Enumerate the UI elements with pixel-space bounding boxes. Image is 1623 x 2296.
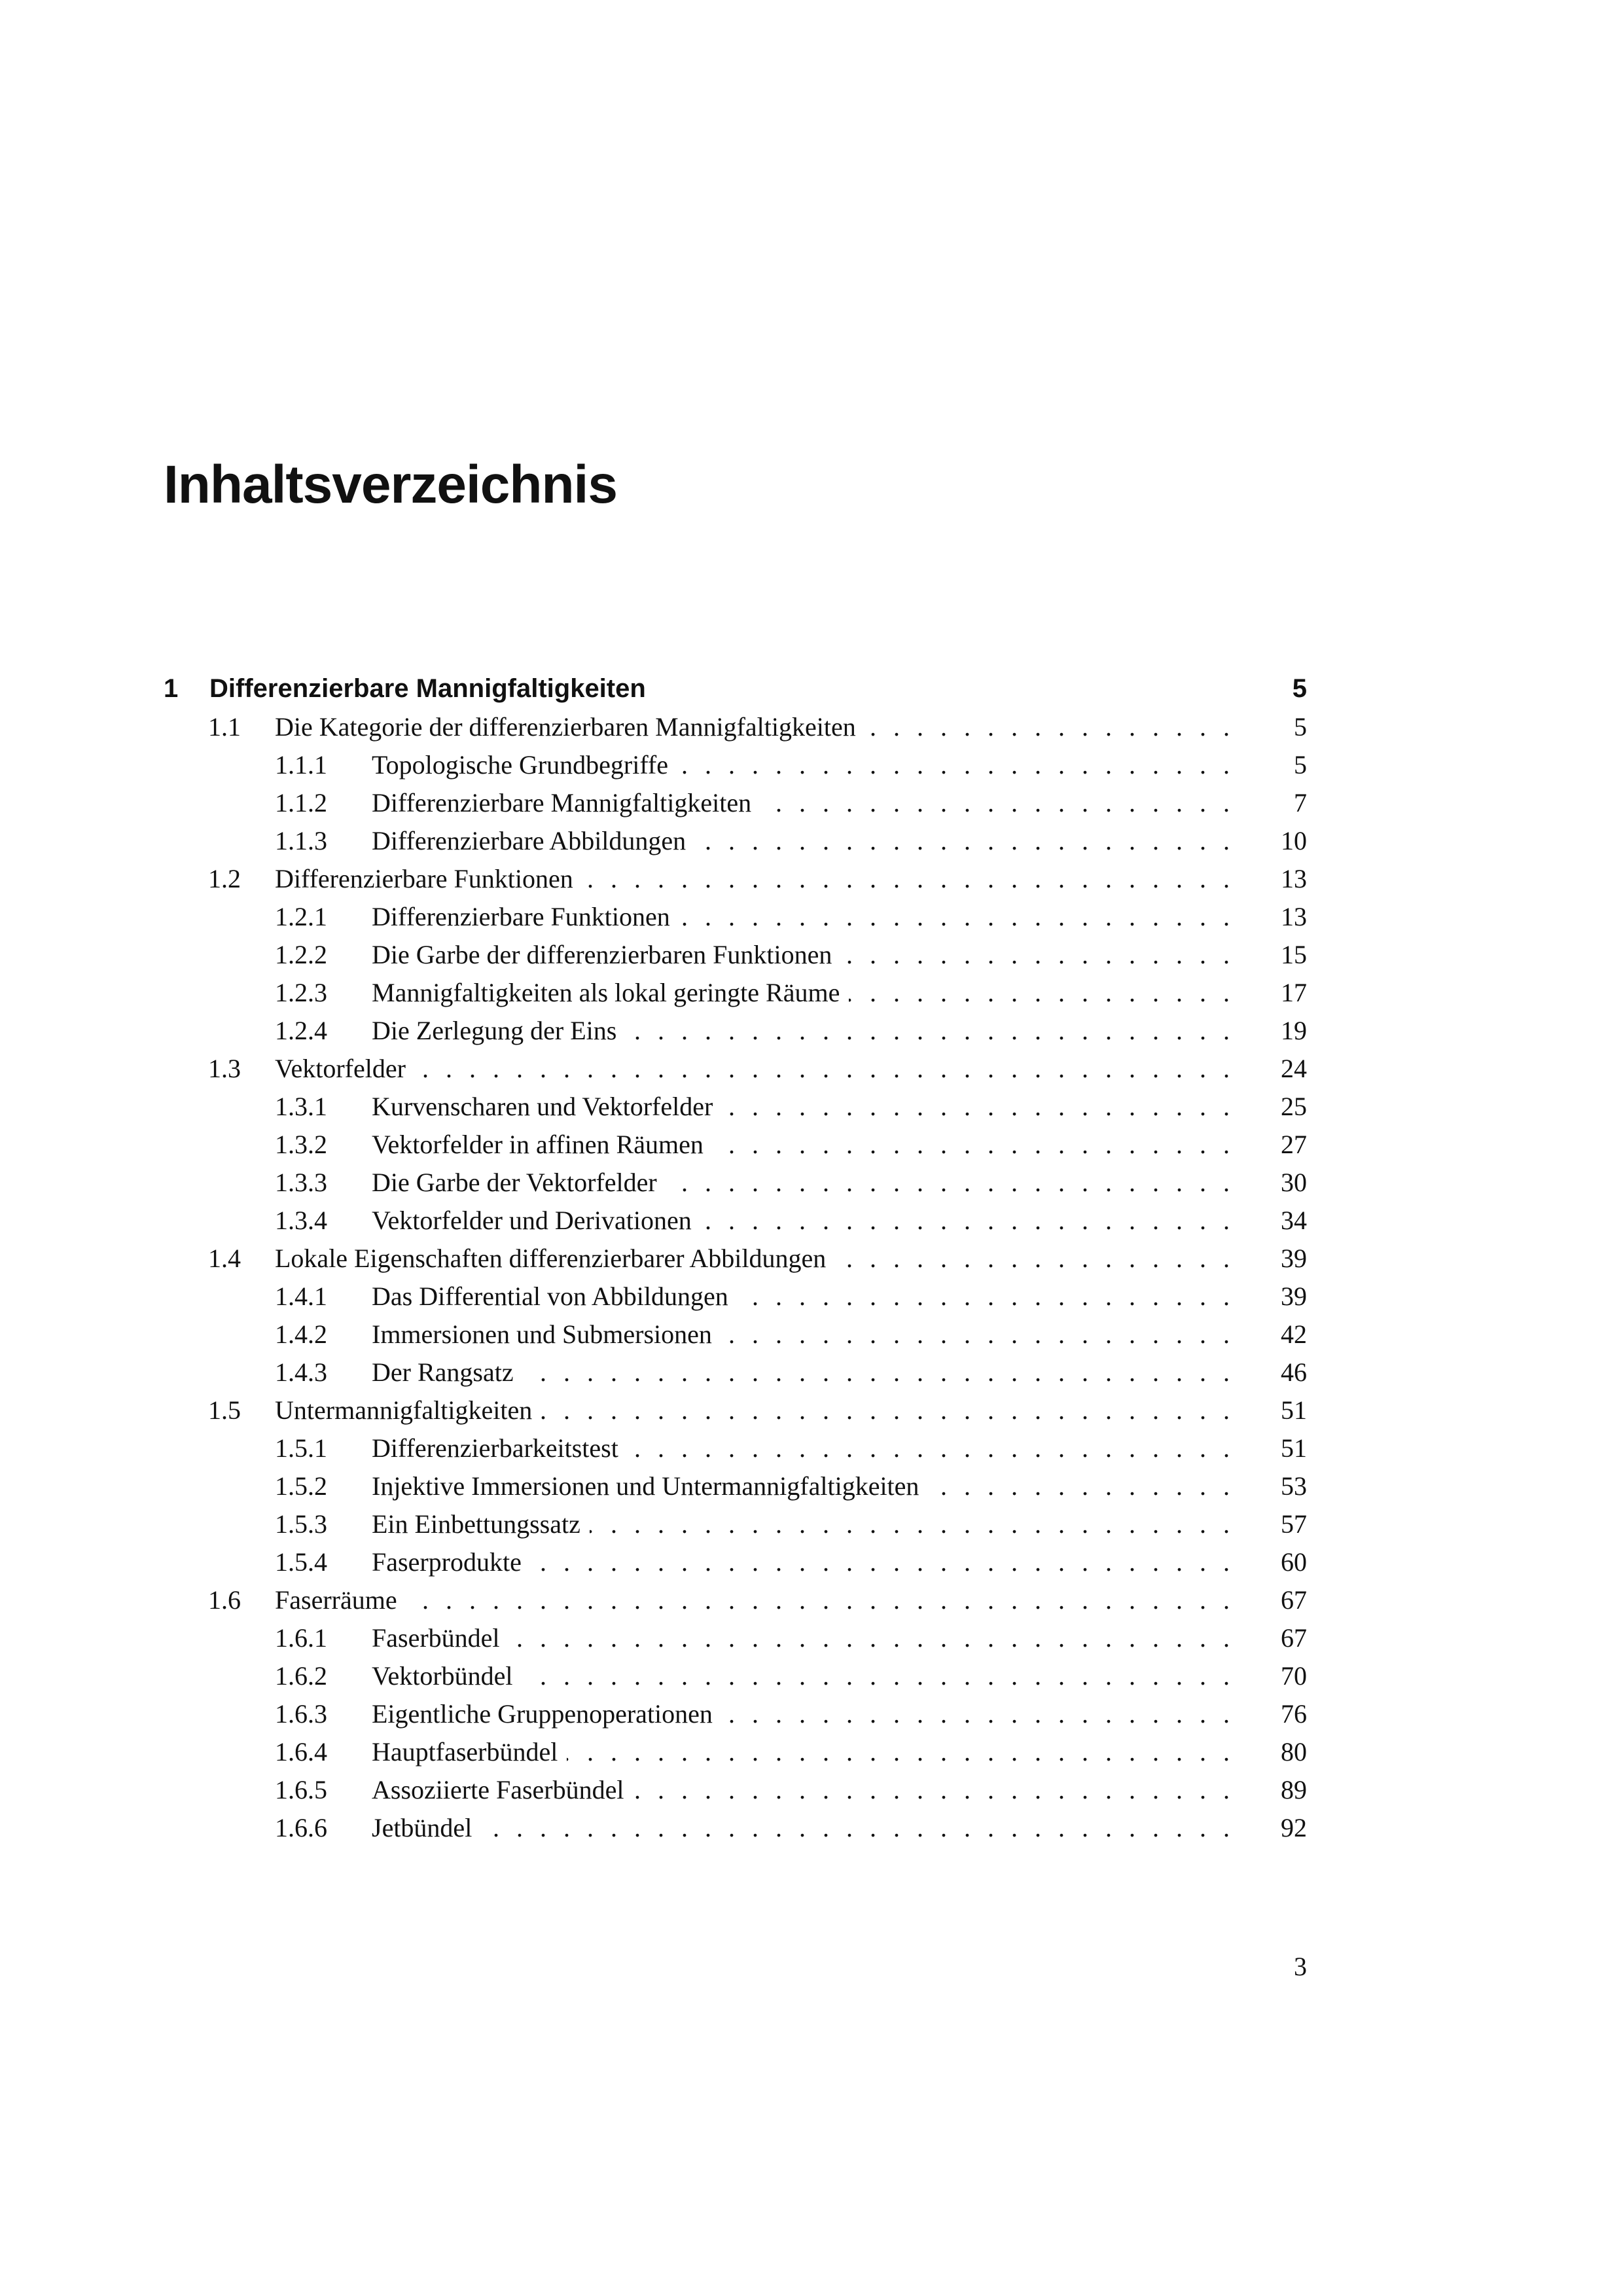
toc-section-entry[interactable] <box>164 1240 1307 1278</box>
entry-number: 1.5 <box>208 1395 241 1425</box>
entry-page-number: 51 <box>1281 1433 1307 1463</box>
chapter-number: 1 <box>164 674 179 703</box>
entry-page-number: 42 <box>1281 1319 1307 1349</box>
entry-title: Hauptfaserbündel <box>372 1737 567 1767</box>
entry-number: 1.3.2 <box>275 1130 327 1159</box>
toc-subsection-entry[interactable] <box>164 1012 1307 1050</box>
toc-subsection-entry[interactable] <box>164 898 1307 936</box>
entry-page-number: 17 <box>1281 978 1307 1007</box>
entry-title: Faserbündel <box>372 1623 509 1653</box>
toc-subsection-entry[interactable] <box>164 822 1307 860</box>
entry-title: Jetbündel <box>372 1813 481 1842</box>
entry-title: Die Garbe der differenzierbaren Funktionen <box>372 940 841 969</box>
entry-number: 1.2.4 <box>275 1016 327 1045</box>
toc-subsection-entry[interactable] <box>164 1619 1307 1657</box>
entry-title: Untermannigfaltigkeiten <box>275 1395 541 1425</box>
entry-title-with-leader-dots <box>275 708 1235 746</box>
entry-title-with-leader-dots <box>372 1467 1235 1505</box>
entry-page-number: 13 <box>1281 902 1307 931</box>
entry-number: 1.6.5 <box>275 1775 327 1804</box>
entry-title-with-leader-dots <box>275 860 1235 898</box>
entry-page-number: 19 <box>1281 1016 1307 1045</box>
entry-page-number: 67 <box>1281 1585 1307 1615</box>
entry-title: Differenzierbare Funktionen <box>275 864 582 893</box>
entry-number: 1.5.2 <box>275 1471 327 1501</box>
entry-title-with-leader-dots <box>372 1429 1235 1467</box>
entry-title: Vektorfelder in affinen Räumen <box>372 1130 713 1159</box>
entry-number: 1.6.2 <box>275 1661 327 1691</box>
entry-number: 1.4.2 <box>275 1319 327 1349</box>
entry-title: Faserräume <box>275 1585 406 1615</box>
entry-number: 1.1 <box>208 712 241 742</box>
entry-title-with-leader-dots <box>275 1581 1235 1619</box>
entry-title: Assoziierte Faserbündel <box>372 1775 633 1804</box>
entry-title-with-leader-dots <box>372 1657 1235 1695</box>
entry-page-number: 25 <box>1281 1092 1307 1121</box>
entry-page-number: 7 <box>1294 788 1307 817</box>
table-of-contents <box>164 669 1307 1847</box>
toc-subsection-entry[interactable] <box>164 1354 1307 1391</box>
entry-title-with-leader-dots <box>275 1240 1235 1278</box>
entry-title-with-leader-dots <box>372 822 1235 860</box>
toc-subsection-entry[interactable] <box>164 1771 1307 1809</box>
toc-subsection-entry[interactable] <box>164 1202 1307 1240</box>
entry-page-number: 92 <box>1281 1813 1307 1842</box>
entry-title: Differenzierbare Abbildungen <box>372 826 695 855</box>
toc-section-entry[interactable] <box>164 1050 1307 1088</box>
toc-subsection-entry[interactable] <box>164 1809 1307 1847</box>
toc-subsection-entry[interactable] <box>164 1695 1307 1733</box>
entry-number: 1.1.1 <box>275 750 327 780</box>
entry-page-number: 5 <box>1294 712 1307 742</box>
entry-title-with-leader-dots <box>372 1164 1235 1202</box>
entry-page-number: 27 <box>1281 1130 1307 1159</box>
entry-page-number: 39 <box>1281 1244 1307 1273</box>
entry-title: Topologische Grundbegriffe <box>372 750 677 780</box>
entry-title: Injektive Immersionen und Untermannigfaltigkeiten <box>372 1471 928 1501</box>
entry-page-number: 60 <box>1281 1547 1307 1577</box>
entry-page-number: 15 <box>1281 940 1307 969</box>
entry-title: Vektorfelder <box>275 1054 415 1083</box>
entry-title: Differenzierbare Funktionen <box>372 902 679 931</box>
entry-number: 1.3.3 <box>275 1168 327 1197</box>
page-title: Inhaltsverzeichnis <box>164 455 617 514</box>
entry-title: Das Differential von Abbildungen <box>372 1282 738 1311</box>
entry-page-number: 70 <box>1281 1661 1307 1691</box>
entry-page-number: 51 <box>1281 1395 1307 1425</box>
entry-number: 1.6.3 <box>275 1699 327 1729</box>
entry-page-number: 30 <box>1281 1168 1307 1197</box>
entry-title: Vektorfelder und Derivationen <box>372 1206 701 1235</box>
entry-title: Immersionen und Submersionen <box>372 1319 721 1349</box>
entry-title-with-leader-dots <box>372 746 1235 784</box>
entry-title-with-leader-dots <box>372 1088 1235 1126</box>
toc-subsection-entry[interactable] <box>164 784 1307 822</box>
page-footer-number: 3 <box>1294 1952 1307 1981</box>
chapter-title: Differenzierbare Mannigfaltigkeiten <box>209 674 646 703</box>
entry-title-with-leader-dots <box>372 1543 1235 1581</box>
toc-subsection-entry[interactable] <box>164 746 1307 784</box>
toc-entry-list <box>164 708 1307 1847</box>
entry-title-with-leader-dots <box>372 1695 1235 1733</box>
toc-subsection-entry[interactable] <box>164 1429 1307 1467</box>
entry-title: Differenzierbarkeitstest <box>372 1433 628 1463</box>
entry-page-number: 24 <box>1281 1054 1307 1083</box>
entry-page-number: 10 <box>1281 826 1307 855</box>
toc-subsection-entry[interactable] <box>164 1505 1307 1543</box>
entry-title-with-leader-dots <box>372 1809 1235 1847</box>
entry-number: 1.5.1 <box>275 1433 327 1463</box>
chapter-page-number: 5 <box>1292 674 1307 703</box>
toc-subsection-entry[interactable] <box>164 974 1307 1012</box>
entry-page-number: 13 <box>1281 864 1307 893</box>
entry-title: Die Garbe der Vektorfelder <box>372 1168 666 1197</box>
toc-subsection-entry[interactable] <box>164 1467 1307 1505</box>
entry-page-number: 67 <box>1281 1623 1307 1653</box>
entry-title-with-leader-dots <box>372 1278 1235 1316</box>
toc-subsection-entry[interactable] <box>164 1088 1307 1126</box>
entry-title-with-leader-dots <box>372 1012 1235 1050</box>
entry-number: 1.3.1 <box>275 1092 327 1121</box>
entry-title-with-leader-dots <box>275 1391 1235 1429</box>
entry-title-with-leader-dots <box>372 1316 1235 1354</box>
entry-page-number: 57 <box>1281 1509 1307 1539</box>
entry-number: 1.2 <box>208 864 241 893</box>
entry-page-number: 80 <box>1281 1737 1307 1767</box>
entry-number: 1.2.3 <box>275 978 327 1007</box>
entry-number: 1.6.1 <box>275 1623 327 1653</box>
toc-subsection-entry[interactable] <box>164 1657 1307 1695</box>
entry-page-number: 46 <box>1281 1357 1307 1387</box>
entry-title-with-leader-dots <box>372 784 1235 822</box>
entry-number: 1.2.2 <box>275 940 327 969</box>
entry-title-with-leader-dots <box>372 898 1235 936</box>
entry-title-with-leader-dots <box>372 1354 1235 1391</box>
entry-number: 1.1.2 <box>275 788 327 817</box>
entry-number: 1.6 <box>208 1585 241 1615</box>
entry-number: 1.5.3 <box>275 1509 327 1539</box>
entry-title: Differenzierbare Mannigfaltigkeiten <box>372 788 760 817</box>
toc-subsection-entry[interactable] <box>164 1126 1307 1164</box>
entry-title-with-leader-dots <box>372 974 1235 1012</box>
toc-subsection-entry[interactable] <box>164 936 1307 974</box>
entry-title: Die Kategorie der differenzierbaren Mannigfaltigkeiten <box>275 712 865 742</box>
entry-page-number: 34 <box>1281 1206 1307 1235</box>
entry-number: 1.4 <box>208 1244 241 1273</box>
toc-section-entry[interactable] <box>164 860 1307 898</box>
entry-title: Lokale Eigenschaften differenzierbarer Abbildungen <box>275 1244 835 1273</box>
entry-page-number: 39 <box>1281 1282 1307 1311</box>
entry-number: 1.6.4 <box>275 1737 327 1767</box>
toc-subsection-entry[interactable] <box>164 1733 1307 1771</box>
entry-title-with-leader-dots <box>372 1733 1235 1771</box>
entry-page-number: 89 <box>1281 1775 1307 1804</box>
entry-title-with-leader-dots <box>372 1771 1235 1809</box>
entry-title-with-leader-dots <box>372 1505 1235 1543</box>
entry-title: Mannigfaltigkeiten als lokal geringte Räume <box>372 978 849 1007</box>
toc-subsection-entry[interactable] <box>164 1316 1307 1354</box>
entry-page-number: 5 <box>1294 750 1307 780</box>
entry-title: Der Rangsatz <box>372 1357 523 1387</box>
toc-chapter-entry[interactable] <box>164 669 1307 708</box>
entry-title-with-leader-dots <box>372 936 1235 974</box>
entry-number: 1.4.1 <box>275 1282 327 1311</box>
toc-subsection-entry[interactable] <box>164 1543 1307 1581</box>
entry-number: 1.1.3 <box>275 826 327 855</box>
entry-title: Faserprodukte <box>372 1547 531 1577</box>
toc-section-entry[interactable] <box>164 708 1307 746</box>
entry-title-with-leader-dots <box>275 1050 1235 1088</box>
entry-title-with-leader-dots <box>372 1202 1235 1240</box>
toc-section-entry[interactable] <box>164 1391 1307 1429</box>
entry-title: Eigentliche Gruppenoperationen <box>372 1699 722 1729</box>
toc-subsection-entry[interactable] <box>164 1164 1307 1202</box>
entry-number: 1.2.1 <box>275 902 327 931</box>
entry-title: Kurvenscharen und Vektorfelder <box>372 1092 722 1121</box>
entry-title-with-leader-dots <box>372 1126 1235 1164</box>
entry-page-number: 53 <box>1281 1471 1307 1501</box>
entry-title-with-leader-dots <box>372 1619 1235 1657</box>
entry-number: 1.3.4 <box>275 1206 327 1235</box>
entry-title: Vektorbündel <box>372 1661 522 1691</box>
entry-title: Die Zerlegung der Eins <box>372 1016 626 1045</box>
entry-number: 1.5.4 <box>275 1547 327 1577</box>
toc-subsection-entry[interactable] <box>164 1278 1307 1316</box>
entry-page-number: 76 <box>1281 1699 1307 1729</box>
entry-number: 1.3 <box>208 1054 241 1083</box>
entry-number: 1.6.6 <box>275 1813 327 1842</box>
entry-title: Ein Einbettungssatz <box>372 1509 590 1539</box>
toc-section-entry[interactable] <box>164 1581 1307 1619</box>
entry-number: 1.4.3 <box>275 1357 327 1387</box>
